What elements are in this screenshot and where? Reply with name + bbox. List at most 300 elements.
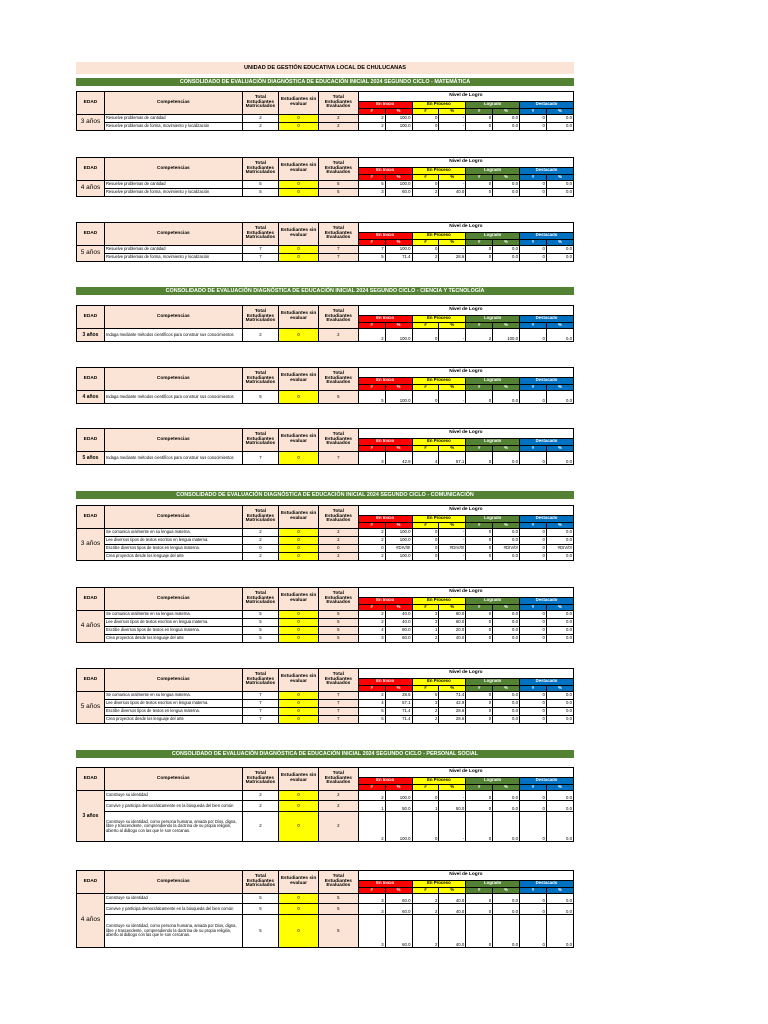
inicio-count-cell: 0 [358,545,385,553]
inicio-percent-cell: 100.0 [385,329,412,342]
inicio-count-cell: 2 [358,619,385,627]
table-row [77,123,574,131]
header-count: # [466,108,493,115]
table-row [77,619,574,627]
evaluados-cell: 5 [318,391,358,404]
sin-evaluar-cell: 0 [279,115,319,123]
inicio-count-cell: 3 [358,894,385,904]
header-total-matriculados: Total Estudiantes Matriculados [242,871,279,894]
proceso-count-cell: 2 [412,904,439,915]
logrado-count-cell: 0 [466,801,493,812]
inicio-count-cell: 2 [358,529,385,537]
header-sin-evaluar: Estudiantes sin evaluar [279,223,319,246]
header-percent: % [439,522,466,529]
header-percent: % [493,384,520,391]
header-total-evaluados: Total Estudiantes Evaluados [318,871,358,894]
results-table [76,367,574,404]
proceso-count-cell: 2 [412,635,439,643]
sin-evaluar-cell: 0 [279,904,319,915]
evaluados-cell: 7 [318,452,358,465]
proceso-percent-cell: - [439,246,466,254]
header-en-proceso: En Proceso [412,167,466,174]
sin-evaluar-cell: 0 [279,329,319,342]
header-percent: % [385,108,412,115]
header-destacado: Destacado [520,597,574,604]
inicio-percent-cell: 100.0 [385,529,412,537]
table-row [77,246,574,254]
header-edad: EDAD [77,768,105,791]
matriculados-cell: 5 [242,619,279,627]
header-count: # [412,685,439,692]
inicio-percent-cell: 50.0 [385,801,412,812]
matriculados-cell: 5 [242,635,279,643]
logrado-percent-cell: 0.0 [493,635,520,643]
header-percent: % [385,322,412,329]
competencia-cell: Escribe diversos tipos de textos en lengua materna. [104,708,242,716]
header-nivel-logro: Nivel de Logro [358,368,573,378]
header-logrado: Logrado [466,678,520,685]
evaluados-cell: 5 [318,894,358,904]
competencia-cell: Crea proyectos desde los lenguaje del arte [104,635,242,643]
header-count: # [358,108,385,115]
results-table [76,767,574,842]
evaluados-cell: 2 [318,812,358,842]
destacado-count-cell: 0 [520,700,547,708]
header-sin-evaluar: Estudiantes sin evaluar [279,669,319,692]
table-row [77,553,574,561]
destacado-count-cell: 0 [520,545,547,553]
logrado-count-cell: 0 [466,537,493,545]
edad-cell: 4 años [77,894,105,948]
proceso-count-cell: 2 [412,915,439,948]
evaluados-cell: 5 [318,627,358,635]
evaluados-cell: 0 [318,545,358,553]
matriculados-cell: 0 [242,545,279,553]
logrado-percent-cell: 0.0 [493,801,520,812]
sin-evaluar-cell: 0 [279,181,319,189]
header-count: # [466,604,493,611]
header-destacado: Destacado [520,167,574,174]
evaluados-cell: 2 [318,529,358,537]
matriculados-cell: 2 [242,329,279,342]
logrado-count-cell: 0 [466,812,493,842]
header-en-proceso: En Proceso [412,232,466,239]
destacado-count-cell: 0 [520,635,547,643]
proceso-percent-cell: 42.9 [439,700,466,708]
header-count: # [358,604,385,611]
proceso-count-cell: 0 [412,181,439,189]
logrado-percent-cell: #DIV/0! [493,545,520,553]
inicio-percent-cell: 60.0 [385,894,412,904]
competencia-cell: Convive y participa democráticamente en la búsqueda del bien común [104,801,242,812]
destacado-count-cell: 0 [520,692,547,700]
logrado-percent-cell: 0.0 [493,894,520,904]
matriculados-cell: 7 [242,716,279,724]
inicio-percent-cell: 100.0 [385,553,412,561]
inicio-count-cell: 2 [358,115,385,123]
matriculados-cell: 7 [242,692,279,700]
inicio-percent-cell: 100.0 [385,791,412,801]
destacado-percent-cell: 0.0 [546,812,573,842]
edad-cell: 3 años [77,329,105,342]
header-count: # [412,174,439,181]
proceso-count-cell: 1 [412,627,439,635]
destacado-count-cell: 0 [520,553,547,561]
header-competencias: Competencias [104,588,242,611]
sin-evaluar-cell: 0 [279,619,319,627]
competencia-cell: Escribe diversos tipos de textos en lengua materna. [104,627,242,635]
proceso-count-cell: 0 [412,537,439,545]
header-count: # [412,887,439,894]
header-en-inicio: En Inicio [358,515,412,522]
header-sin-evaluar: Estudiantes sin evaluar [279,92,319,115]
logrado-percent-cell: 100.0 [493,329,520,342]
logrado-count-cell: 0 [466,545,493,553]
logrado-percent-cell: 0.0 [493,692,520,700]
header-percent: % [493,784,520,791]
competencia-cell: Se comunica oralmente en su lengua materna. [104,611,242,619]
inicio-count-cell: 4 [358,627,385,635]
sin-evaluar-cell: 0 [279,254,319,262]
destacado-percent-cell: 0.0 [546,189,573,197]
proceso-count-cell: 4 [412,452,439,465]
destacado-percent-cell: 0.0 [546,692,573,700]
evaluados-cell: 5 [318,904,358,915]
inicio-percent-cell: 100.0 [385,812,412,842]
inicio-count-cell: 3 [358,189,385,197]
inicio-count-cell: 5 [358,254,385,262]
header-competencias: Competencias [104,506,242,529]
logrado-count-cell: 0 [466,181,493,189]
matriculados-cell: 5 [242,894,279,904]
destacado-percent-cell: 0.0 [546,246,573,254]
competencia-cell: Construye su identidad [104,791,242,801]
header-percent: % [493,239,520,246]
logrado-count-cell: 2 [466,329,493,342]
proceso-count-cell: 0 [412,123,439,131]
destacado-percent-cell: #DIV/0! [546,545,573,553]
header-en-inicio: En Inicio [358,167,412,174]
header-percent: % [439,784,466,791]
proceso-percent-cell: 20.0 [439,627,466,635]
destacado-count-cell: 0 [520,611,547,619]
proceso-count-cell: 2 [412,254,439,262]
results-table [76,428,574,465]
header-en-inicio: En Inicio [358,232,412,239]
header-destacado: Destacado [520,101,574,108]
proceso-percent-cell: 28.6 [439,716,466,724]
header-destacado: Destacado [520,515,574,522]
header-count: # [358,239,385,246]
competencia-cell: Resuelve problemas de forma, movimiento y localización [104,254,242,262]
header-total-evaluados: Total Estudiantes Evaluados [318,506,358,529]
header-competencias: Competencias [104,223,242,246]
header-sin-evaluar: Estudiantes sin evaluar [279,306,319,329]
logrado-count-cell: 0 [466,708,493,716]
table-row [77,801,574,812]
header-nivel-logro: Nivel de Logro [358,158,573,168]
logrado-count-cell: 0 [466,611,493,619]
destacado-percent-cell: 0.0 [546,791,573,801]
matriculados-cell: 7 [242,700,279,708]
inicio-count-cell: 4 [358,700,385,708]
matriculados-cell: 2 [242,537,279,545]
proceso-percent-cell: - [439,181,466,189]
header-total-matriculados: Total Estudiantes Matriculados [242,158,279,181]
header-total-evaluados: Total Estudiantes Evaluados [318,158,358,181]
competencia-cell: Resuelve problemas de forma, movimiento y localización [104,189,242,197]
evaluados-cell: 7 [318,246,358,254]
header-sin-evaluar: Estudiantes sin evaluar [279,768,319,791]
header-total-matriculados: Total Estudiantes Matriculados [242,588,279,611]
table-row [77,115,574,123]
proceso-percent-cell: 71.4 [439,692,466,700]
competencia-cell: Resuelve problemas de cantidad [104,181,242,189]
header-total-evaluados: Total Estudiantes Evaluados [318,92,358,115]
header-percent: % [493,887,520,894]
logrado-count-cell: 0 [466,692,493,700]
destacado-percent-cell: 0.0 [546,708,573,716]
evaluados-cell: 5 [318,619,358,627]
header-logrado: Logrado [466,167,520,174]
header-competencias: Competencias [104,871,242,894]
sin-evaluar-cell: 0 [279,635,319,643]
header-nivel-logro: Nivel de Logro [358,871,573,881]
header-nivel-logro: Nivel de Logro [358,506,573,516]
sin-evaluar-cell: 0 [279,611,319,619]
destacado-percent-cell: 0.0 [546,529,573,537]
matriculados-cell: 5 [242,904,279,915]
header-competencias: Competencias [104,158,242,181]
inicio-percent-cell: 100.0 [385,123,412,131]
header-percent: % [493,322,520,329]
header-edad: EDAD [77,506,105,529]
header-count: # [358,445,385,452]
proceso-percent-cell: 40.0 [439,894,466,904]
header-destacado: Destacado [520,438,574,445]
results-table [76,222,574,262]
logrado-count-cell: 0 [466,635,493,643]
matriculados-cell: 5 [242,915,279,948]
header-count: # [358,685,385,692]
proceso-count-cell: 3 [412,700,439,708]
header-count: # [358,174,385,181]
header-total-evaluados: Total Estudiantes Evaluados [318,223,358,246]
destacado-count-cell: 0 [520,529,547,537]
inicio-percent-cell: 100.0 [385,115,412,123]
matriculados-cell: 2 [242,801,279,812]
header-edad: EDAD [77,223,105,246]
sin-evaluar-cell: 0 [279,553,319,561]
inicio-percent-cell: 60.0 [385,915,412,948]
header-total-matriculados: Total Estudiantes Matriculados [242,506,279,529]
table-row [77,181,574,189]
sin-evaluar-cell: 0 [279,123,319,131]
inicio-count-cell: 5 [358,716,385,724]
header-destacado: Destacado [520,232,574,239]
header-edad: EDAD [77,588,105,611]
inicio-count-cell: 7 [358,246,385,254]
inicio-percent-cell: 60.0 [385,189,412,197]
table-row [77,700,574,708]
header-en-proceso: En Proceso [412,377,466,384]
header-nivel-logro: Nivel de Logro [358,588,573,598]
section-title: CONSOLIDADO DE EVALUACIÓN DIAGNÓSTICA DE EDUCACIÓN INICIAL 2024 SEGUNDO CICLO - COMUNICACIÓN [76,491,574,499]
header-count: # [520,384,547,391]
matriculados-cell: 2 [242,553,279,561]
header-en-proceso: En Proceso [412,515,466,522]
logrado-percent-cell: 0.0 [493,254,520,262]
proceso-count-cell: 3 [412,619,439,627]
header-count: # [358,384,385,391]
header-percent: % [439,384,466,391]
logrado-count-cell: 0 [466,254,493,262]
header-count: # [466,445,493,452]
results-table [76,505,574,561]
destacado-count-cell: 0 [520,537,547,545]
inicio-percent-cell: 40.0 [385,611,412,619]
table-row [77,812,574,842]
destacado-count-cell: 0 [520,246,547,254]
competencia-cell: Escribe diversos tipos de textos en lengua materna. [104,545,242,553]
header-count: # [412,784,439,791]
header-count: # [520,445,547,452]
header-en-inicio: En Inicio [358,880,412,887]
header-edad: EDAD [77,158,105,181]
proceso-percent-cell: 28.6 [439,708,466,716]
header-count: # [466,784,493,791]
proceso-percent-cell: - [439,115,466,123]
header-percent: % [546,384,573,391]
header-count: # [520,887,547,894]
header-percent: % [385,604,412,611]
sin-evaluar-cell: 0 [279,791,319,801]
section-title: CONSOLIDADO DE EVALUACIÓN DIAGNÓSTICA DE EDUCACIÓN INICIAL 2024 SEGUNDO CICLO - CIENCIA Y TECNOLOGÍA [76,287,574,295]
header-total-matriculados: Total Estudiantes Matriculados [242,429,279,452]
header-total-matriculados: Total Estudiantes Matriculados [242,368,279,391]
edad-cell: 5 años [77,452,105,465]
logrado-count-cell: 0 [466,246,493,254]
table-row [77,537,574,545]
evaluados-cell: 5 [318,189,358,197]
proceso-count-cell: 2 [412,189,439,197]
sin-evaluar-cell: 0 [279,716,319,724]
header-total-evaluados: Total Estudiantes Evaluados [318,429,358,452]
destacado-percent-cell: 0.0 [546,894,573,904]
proceso-percent-cell: - [439,123,466,131]
competencia-cell: Se comunica oralmente en su lengua materna. [104,529,242,537]
proceso-count-cell: 0 [412,115,439,123]
header-total-matriculados: Total Estudiantes Matriculados [242,223,279,246]
logrado-percent-cell: 0.0 [493,529,520,537]
logrado-percent-cell: 0.0 [493,115,520,123]
destacado-percent-cell: 0.0 [546,553,573,561]
inicio-count-cell: 5 [358,708,385,716]
header-count: # [520,784,547,791]
header-total-evaluados: Total Estudiantes Evaluados [318,368,358,391]
proceso-count-cell: 0 [412,329,439,342]
inicio-count-cell: 1 [358,801,385,812]
logrado-percent-cell: 0.0 [493,915,520,948]
header-total-matriculados: Total Estudiantes Matriculados [242,306,279,329]
header-logrado: Logrado [466,777,520,784]
competencia-cell: Lee diversos tipos de textos escritos en lengua materna. [104,619,242,627]
proceso-count-cell: 5 [412,692,439,700]
header-percent: % [385,239,412,246]
destacado-count-cell: 0 [520,708,547,716]
destacado-percent-cell: 0.0 [546,619,573,627]
logrado-count-cell: 0 [466,716,493,724]
destacado-count-cell: 0 [520,801,547,812]
competencia-cell: Crea proyectos desde los lenguaje del arte [104,716,242,724]
sin-evaluar-cell: 0 [279,189,319,197]
evaluados-cell: 2 [318,123,358,131]
edad-cell: 3 años [77,791,105,842]
competencia-cell: Resuelve problemas de forma, movimiento y localización [104,123,242,131]
proceso-percent-cell: - [439,529,466,537]
inicio-count-cell: 3 [358,904,385,915]
header-count: # [466,239,493,246]
header-percent: % [493,685,520,692]
header-destacado: Destacado [520,315,574,322]
proceso-percent-cell: - [439,537,466,545]
inicio-count-cell: 5 [358,181,385,189]
header-logrado: Logrado [466,597,520,604]
header-logrado: Logrado [466,438,520,445]
header-edad: EDAD [77,669,105,692]
header-percent: % [439,322,466,329]
matriculados-cell: 2 [242,123,279,131]
logrado-count-cell: 0 [466,529,493,537]
header-en-inicio: En Inicio [358,678,412,685]
header-en-inicio: En Inicio [358,315,412,322]
proceso-count-cell: 0 [412,391,439,404]
destacado-count-cell: 0 [520,904,547,915]
inicio-count-cell: 2 [358,791,385,801]
header-total-evaluados: Total Estudiantes Evaluados [318,306,358,329]
evaluados-cell: 2 [318,537,358,545]
sin-evaluar-cell: 0 [279,537,319,545]
header-count: # [358,887,385,894]
section-title: CONSOLIDADO DE EVALUACIÓN DIAGNÓSTICA DE EDUCACIÓN INICIAL 2024 SEGUNDO CICLO - MATEMÁTICA [76,78,574,86]
proceso-count-cell: 0 [412,545,439,553]
proceso-percent-cell: 28.6 [439,254,466,262]
matriculados-cell: 2 [242,791,279,801]
destacado-count-cell: 0 [520,915,547,948]
inicio-count-cell: 2 [358,329,385,342]
inicio-percent-cell: 80.0 [385,627,412,635]
header-count: # [412,445,439,452]
evaluados-cell: 7 [318,254,358,262]
header-en-inicio: En Inicio [358,597,412,604]
header-percent: % [546,174,573,181]
proceso-percent-cell: - [439,391,466,404]
table-row [77,904,574,915]
header-count: # [358,522,385,529]
proceso-percent-cell: - [439,791,466,801]
logrado-percent-cell: 0.0 [493,452,520,465]
logrado-percent-cell: 0.0 [493,123,520,131]
header-en-proceso: En Proceso [412,315,466,322]
results-table [76,870,574,948]
header-logrado: Logrado [466,377,520,384]
logrado-percent-cell: 0.0 [493,708,520,716]
destacado-percent-cell: 0.0 [546,452,573,465]
logrado-count-cell: 0 [466,894,493,904]
destacado-count-cell: 0 [520,894,547,904]
matriculados-cell: 5 [242,181,279,189]
header-count: # [520,604,547,611]
